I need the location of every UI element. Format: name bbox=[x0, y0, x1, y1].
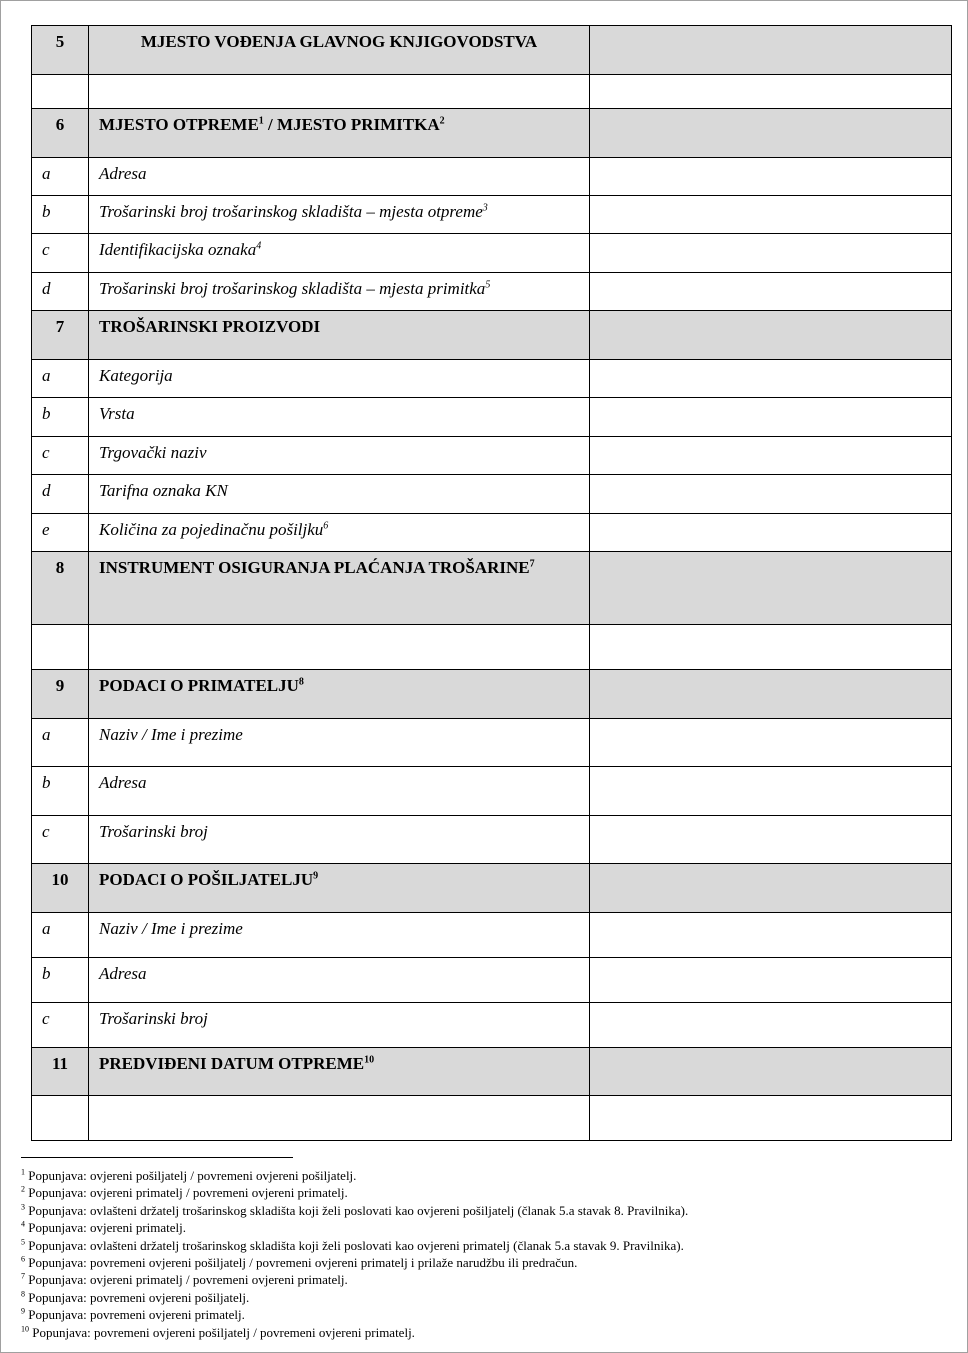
label-text: Količina za pojedinačnu pošiljku bbox=[99, 520, 324, 539]
label-text: Vrsta bbox=[99, 404, 135, 423]
label-text: PODACI O PRIMATELJU bbox=[99, 676, 299, 695]
section-title bbox=[89, 26, 590, 75]
section-header-row bbox=[32, 26, 952, 75]
row-number: a bbox=[32, 360, 89, 398]
footnote bbox=[21, 1289, 688, 1306]
row-number: c bbox=[32, 234, 89, 273]
value-cell[interactable] bbox=[590, 360, 952, 398]
footnote-text: Popunjava: ovjereni pošiljatelj / povremeni ovjereni pošiljatelj. bbox=[28, 1168, 357, 1183]
field-row bbox=[32, 514, 952, 552]
field-row bbox=[32, 913, 952, 958]
section-title bbox=[89, 552, 590, 625]
footnote-number: 3 bbox=[21, 1202, 25, 1212]
row-number: c bbox=[32, 816, 89, 864]
field-row bbox=[32, 196, 952, 234]
label-text: INSTRUMENT OSIGURANJA PLAĆANJA TROŠARINE bbox=[99, 558, 530, 577]
value-cell[interactable] bbox=[590, 109, 952, 158]
footnote-number: 9 bbox=[21, 1306, 25, 1316]
section-header-row bbox=[32, 552, 952, 625]
field-row bbox=[32, 719, 952, 767]
field-label bbox=[89, 360, 590, 398]
field-label bbox=[89, 437, 590, 475]
label-text: MJESTO VOĐENJA GLAVNOG KNJIGOVODSTVA bbox=[140, 32, 538, 51]
section-header-row bbox=[32, 1048, 952, 1096]
value-cell[interactable] bbox=[590, 1003, 952, 1048]
section-header-row bbox=[32, 864, 952, 913]
value-cell[interactable] bbox=[590, 514, 952, 552]
label-text: Trošarinski broj trošarinskog skladišta – mjesta primitka bbox=[99, 279, 486, 298]
field-label bbox=[89, 196, 590, 234]
label-text: Trgovački naziv bbox=[99, 443, 207, 462]
label-text: TROŠARINSKI PROIZVODI bbox=[99, 317, 321, 336]
footnote-number: 5 bbox=[21, 1237, 25, 1247]
label-text: Identifikacijska oznaka bbox=[99, 240, 257, 259]
value-cell[interactable] bbox=[590, 234, 952, 273]
row-number: c bbox=[32, 437, 89, 475]
field-row bbox=[32, 767, 952, 816]
value-cell[interactable] bbox=[590, 475, 952, 514]
row-number: c bbox=[32, 1003, 89, 1048]
label-text: MJESTO OTPREME bbox=[99, 115, 259, 134]
label-text: Naziv / Ime i prezime bbox=[99, 919, 243, 938]
footnote-text: Popunjava: ovjereni primatelj / povremeni ovjereni primatelj. bbox=[28, 1272, 348, 1288]
row-number: 10 bbox=[32, 864, 89, 913]
field-row bbox=[32, 234, 952, 273]
row-number: d bbox=[32, 475, 89, 514]
footnote-ref[interactable]: 6 bbox=[323, 520, 329, 532]
label-text: Trošarinski broj trošarinskog skladišta – mjesta otpreme bbox=[99, 202, 483, 221]
value-cell[interactable] bbox=[590, 670, 952, 719]
footnote bbox=[21, 1184, 688, 1201]
footnote-ref[interactable]: 2 bbox=[439, 115, 445, 127]
section-header-row bbox=[32, 670, 952, 719]
label-text: Kategorija bbox=[99, 366, 173, 385]
row-number: b bbox=[32, 958, 89, 1003]
label-text: Naziv / Ime i prezime bbox=[99, 725, 243, 744]
row-number: a bbox=[32, 719, 89, 767]
footnote bbox=[21, 1306, 688, 1323]
field-label bbox=[89, 398, 590, 437]
field-row bbox=[32, 273, 952, 311]
section-header-row bbox=[32, 109, 952, 158]
row-number: 6 bbox=[32, 109, 89, 158]
field-label bbox=[89, 958, 590, 1003]
value-cell[interactable] bbox=[590, 816, 952, 864]
value-cell[interactable] bbox=[590, 958, 952, 1003]
value-cell[interactable] bbox=[590, 913, 952, 958]
value-cell[interactable] bbox=[590, 1096, 952, 1141]
row-number: 11 bbox=[32, 1048, 89, 1096]
field-row bbox=[32, 1003, 952, 1048]
row-number: 5 bbox=[32, 26, 89, 75]
row-number bbox=[32, 1096, 89, 1141]
field-row bbox=[32, 398, 952, 437]
empty-row bbox=[32, 1096, 952, 1141]
value-cell[interactable] bbox=[590, 625, 952, 670]
footnote-text: Popunjava: ovlašteni držatelj trošarinskog skladišta koji želi poslovati kao ovjereni primatelj (članak 5.a stavak 9. Pravilnika). bbox=[28, 1237, 684, 1253]
value-cell[interactable] bbox=[590, 437, 952, 475]
row-number: a bbox=[32, 913, 89, 958]
value-cell[interactable] bbox=[590, 719, 952, 767]
footnote-text: Popunjava: ovjereni primatelj. bbox=[28, 1220, 187, 1236]
value-cell[interactable] bbox=[590, 864, 952, 913]
footnote-number: 4 bbox=[21, 1219, 25, 1229]
value-cell[interactable] bbox=[590, 311, 952, 360]
value-cell[interactable] bbox=[590, 75, 952, 109]
value-cell[interactable] bbox=[590, 26, 952, 75]
field-row bbox=[32, 475, 952, 514]
field-label bbox=[89, 1003, 590, 1048]
row-number: b bbox=[32, 196, 89, 234]
row-number: b bbox=[32, 767, 89, 816]
footnotes bbox=[21, 1167, 688, 1341]
footnote-number: 1 bbox=[21, 1167, 25, 1177]
value-cell[interactable] bbox=[590, 196, 952, 234]
field-label bbox=[89, 234, 590, 273]
label-text: Tarifna oznaka KN bbox=[99, 481, 228, 500]
row-number bbox=[32, 625, 89, 670]
label-text: Trošarinski broj bbox=[99, 822, 208, 841]
footnote-ref[interactable]: 10 bbox=[364, 1054, 375, 1066]
footnote-text: Popunjava: povremeni ovjereni primatelj. bbox=[28, 1307, 245, 1323]
footnote-ref[interactable]: 1 bbox=[258, 115, 264, 127]
footnote-text: Popunjava: ovlašteni držatelj trošarinskog skladišta koji želi poslovati kao ovjereni pošiljatelj (članak 5.a stavak 8. Pravilnika). bbox=[28, 1202, 689, 1218]
empty-row bbox=[32, 625, 952, 670]
field-label bbox=[89, 625, 590, 670]
footnote-ref[interactable]: 8 bbox=[298, 676, 304, 688]
footnote-text: Popunjava: ovjereni primatelj / povremeni ovjereni primatelj. bbox=[28, 1185, 348, 1201]
field-label bbox=[89, 514, 590, 552]
field-label bbox=[89, 1096, 590, 1141]
label-text: PREDVIĐENI DATUM OTPREME bbox=[99, 1054, 365, 1073]
footnote-ref[interactable]: 9 bbox=[313, 870, 319, 882]
value-cell[interactable] bbox=[590, 398, 952, 437]
field-row bbox=[32, 437, 952, 475]
footnote bbox=[21, 1219, 688, 1236]
footnote-ref[interactable]: 3 bbox=[482, 202, 488, 214]
footnote-ref[interactable]: 7 bbox=[529, 558, 535, 570]
row-number: 7 bbox=[32, 311, 89, 360]
field-row bbox=[32, 360, 952, 398]
footnote bbox=[21, 1324, 688, 1341]
footnote bbox=[21, 1167, 688, 1184]
row-number: d bbox=[32, 273, 89, 311]
field-label bbox=[89, 767, 590, 816]
field-label bbox=[89, 913, 590, 958]
field-row bbox=[32, 816, 952, 864]
row-number: e bbox=[32, 514, 89, 552]
footnote-text: Popunjava: povremeni ovjereni pošiljatelj / povremeni ovjereni primatelj i prilaže narudžbu ili predračun. bbox=[28, 1255, 578, 1271]
field-row bbox=[32, 958, 952, 1003]
footnote-ref[interactable]: 4 bbox=[256, 240, 262, 252]
footnote-text: Popunjava: povremeni ovjereni pošiljatelj / povremeni ovjereni primatelj. bbox=[32, 1324, 415, 1340]
section-header-row bbox=[32, 311, 952, 360]
value-cell[interactable] bbox=[590, 158, 952, 196]
row-number: b bbox=[32, 398, 89, 437]
footnote-number: 6 bbox=[21, 1254, 25, 1264]
field-label bbox=[89, 158, 590, 196]
label-text: Adresa bbox=[99, 773, 147, 792]
value-cell[interactable] bbox=[590, 273, 952, 311]
label-text: Trošarinski broj bbox=[99, 1009, 208, 1028]
footnote-text: Popunjava: povremeni ovjereni pošiljatelj. bbox=[28, 1289, 250, 1305]
field-label bbox=[89, 816, 590, 864]
row-number: 9 bbox=[32, 670, 89, 719]
label-text: Adresa bbox=[99, 964, 147, 983]
label-text: Adresa bbox=[99, 164, 147, 183]
footnote-number: 10 bbox=[21, 1324, 29, 1334]
field-label bbox=[89, 75, 590, 109]
label-text: / MJESTO PRIMITKA bbox=[263, 115, 440, 134]
section-title bbox=[89, 109, 590, 158]
value-cell[interactable] bbox=[590, 767, 952, 816]
value-cell[interactable] bbox=[590, 1048, 952, 1096]
footnote bbox=[21, 1271, 688, 1288]
footnote bbox=[21, 1237, 688, 1254]
row-number bbox=[32, 75, 89, 109]
section-title bbox=[89, 311, 590, 360]
footnote-ref[interactable]: 5 bbox=[485, 279, 491, 291]
row-number: 8 bbox=[32, 552, 89, 625]
label-text: PODACI O POŠILJATELJU bbox=[99, 870, 314, 889]
field-label bbox=[89, 273, 590, 311]
field-label bbox=[89, 475, 590, 514]
row-number: a bbox=[32, 158, 89, 196]
footnote-number: 8 bbox=[21, 1289, 25, 1299]
form-table bbox=[31, 25, 952, 1141]
footnote-number: 2 bbox=[21, 1185, 25, 1195]
footnote-separator bbox=[21, 1157, 293, 1158]
empty-row bbox=[32, 75, 952, 109]
section-title bbox=[89, 864, 590, 913]
footnote bbox=[21, 1202, 688, 1219]
field-row bbox=[32, 158, 952, 196]
section-title bbox=[89, 1048, 590, 1096]
field-label bbox=[89, 719, 590, 767]
footnote bbox=[21, 1254, 688, 1271]
footnote-number: 7 bbox=[21, 1272, 25, 1282]
value-cell[interactable] bbox=[590, 552, 952, 625]
section-title bbox=[89, 670, 590, 719]
